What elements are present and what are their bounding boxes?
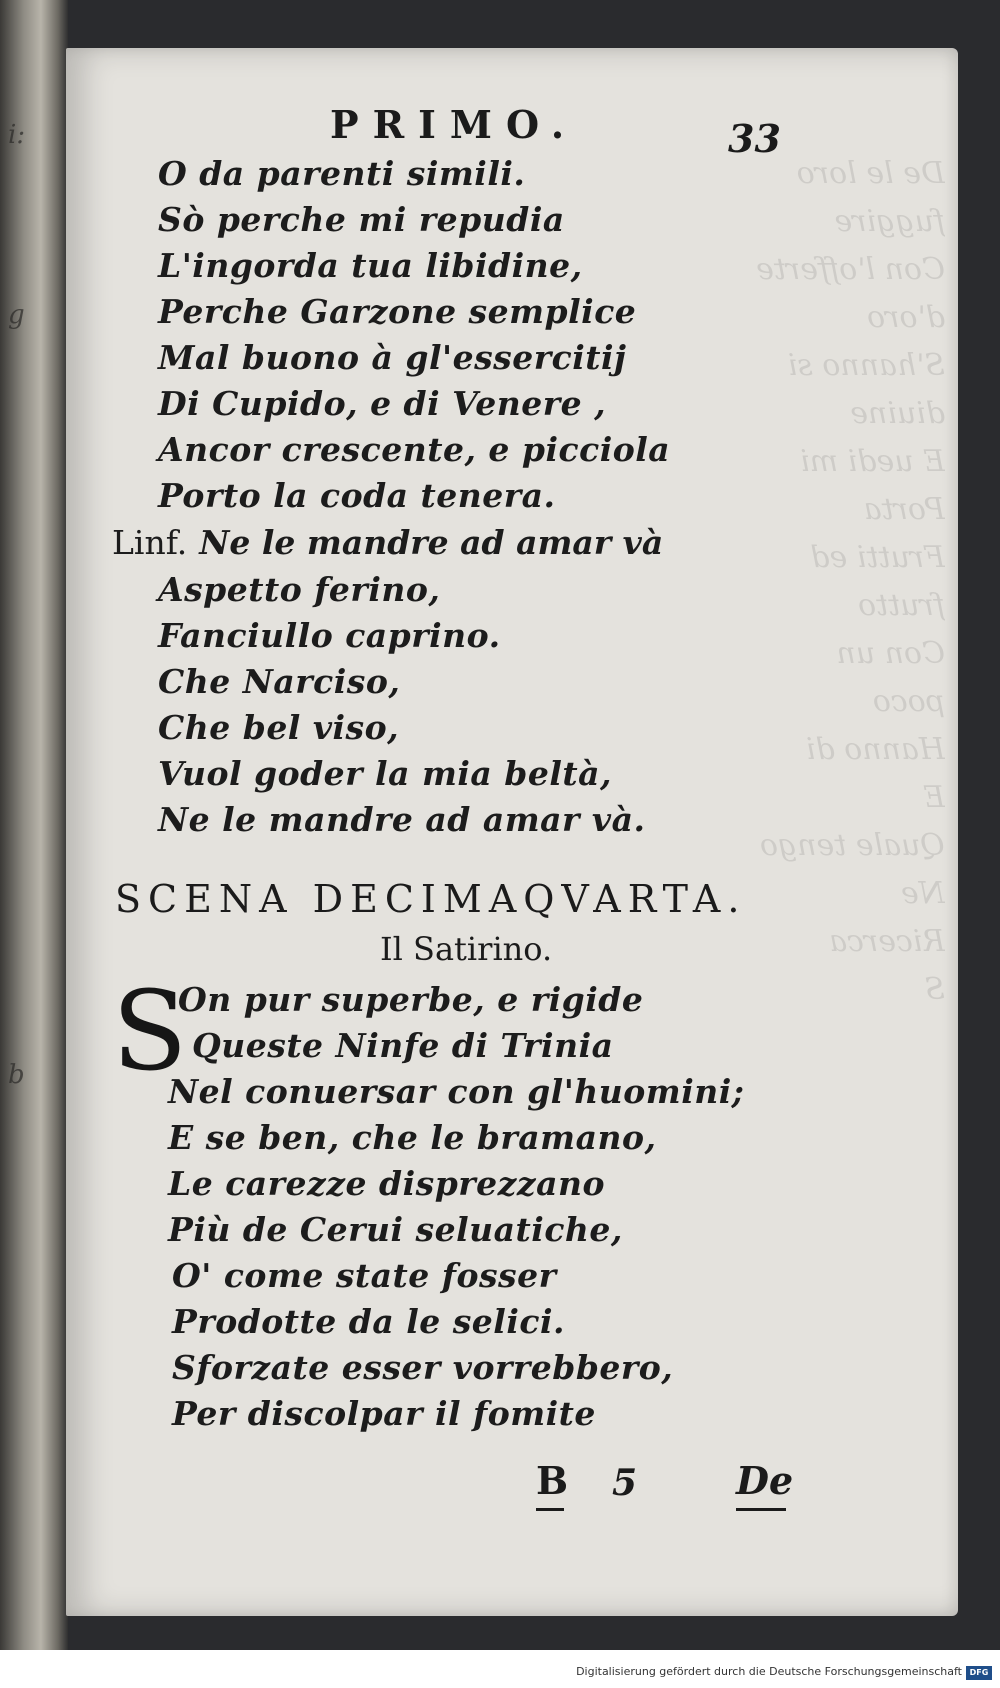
verse-line: Nel conuersar con gl'huomini; <box>168 1072 745 1111</box>
verse-line: Per discolpar il fomite <box>172 1394 596 1433</box>
verse-line: Vuol goder la mia beltà, <box>158 754 613 793</box>
verse-line: On pur superbe, e rigide <box>178 980 644 1019</box>
funding-credit: Digitalisierung gefördert durch die Deutsche Forschungsgemeinschaft <box>576 1665 962 1678</box>
dfg-logo: DFG <box>966 1666 992 1680</box>
scene-heading: SCENA DECIMAQVARTA. <box>115 877 747 921</box>
signature-mark: B <box>536 1458 569 1503</box>
signature-underline <box>536 1508 564 1511</box>
verse-line: Queste Ninfe di Trinia <box>192 1026 614 1065</box>
verse-line: Prodotte da le selici. <box>172 1302 565 1341</box>
verse-line: Ne le mandre ad amar và <box>199 523 664 562</box>
verse-line: Che Narciso, <box>158 662 401 701</box>
speaker-label: Linf. <box>112 523 188 562</box>
verse-line: E se ben, che le bramano, <box>168 1118 657 1157</box>
verse-line: O da parenti simili. <box>158 154 526 193</box>
verse-line: Più de Cerui seluatiche, <box>168 1210 623 1249</box>
catchword: De <box>736 1458 794 1503</box>
verse-line: Che bel viso, <box>158 708 400 747</box>
bleed-mark: g <box>8 300 25 330</box>
verse-line: Aspetto ferino, <box>158 570 441 609</box>
catchword-underline <box>736 1508 786 1511</box>
speech-first-line <box>112 523 663 562</box>
verse-line: Perche Garzone semplice <box>158 292 637 331</box>
verse-line: O' come state fosser <box>172 1256 557 1295</box>
character-name: Il Satirino. <box>380 930 553 968</box>
verse-line: Di Cupido, e di Venere , <box>158 384 607 423</box>
verse-line: Ne le mandre ad amar và. <box>158 800 646 839</box>
running-head: PRIMO. <box>330 102 579 147</box>
verse-line: L'ingorda tua libidine, <box>158 246 583 285</box>
verse-line: Ancor crescente, e picciola <box>158 430 671 469</box>
page-number: 33 <box>728 116 781 161</box>
verse-line: Mal buono à gl'essercitij <box>158 338 627 377</box>
verse-line: Fanciullo caprino. <box>158 616 501 655</box>
drop-capital: S <box>112 967 188 1095</box>
credit-bar <box>0 1650 1000 1688</box>
verse-line: Porto la coda tenera. <box>158 476 556 515</box>
verse-line: Le carezze disprezzano <box>168 1164 606 1203</box>
bleed-mark: b <box>8 1060 25 1090</box>
bleed-mark: i: <box>8 120 26 150</box>
verse-line: Sforzate esser vorrebbero, <box>172 1348 674 1387</box>
verse-line: Sò perche mi repudia <box>158 200 565 239</box>
adjacent-page-edge <box>0 0 68 1650</box>
signature-number: 5 <box>612 1462 638 1504</box>
